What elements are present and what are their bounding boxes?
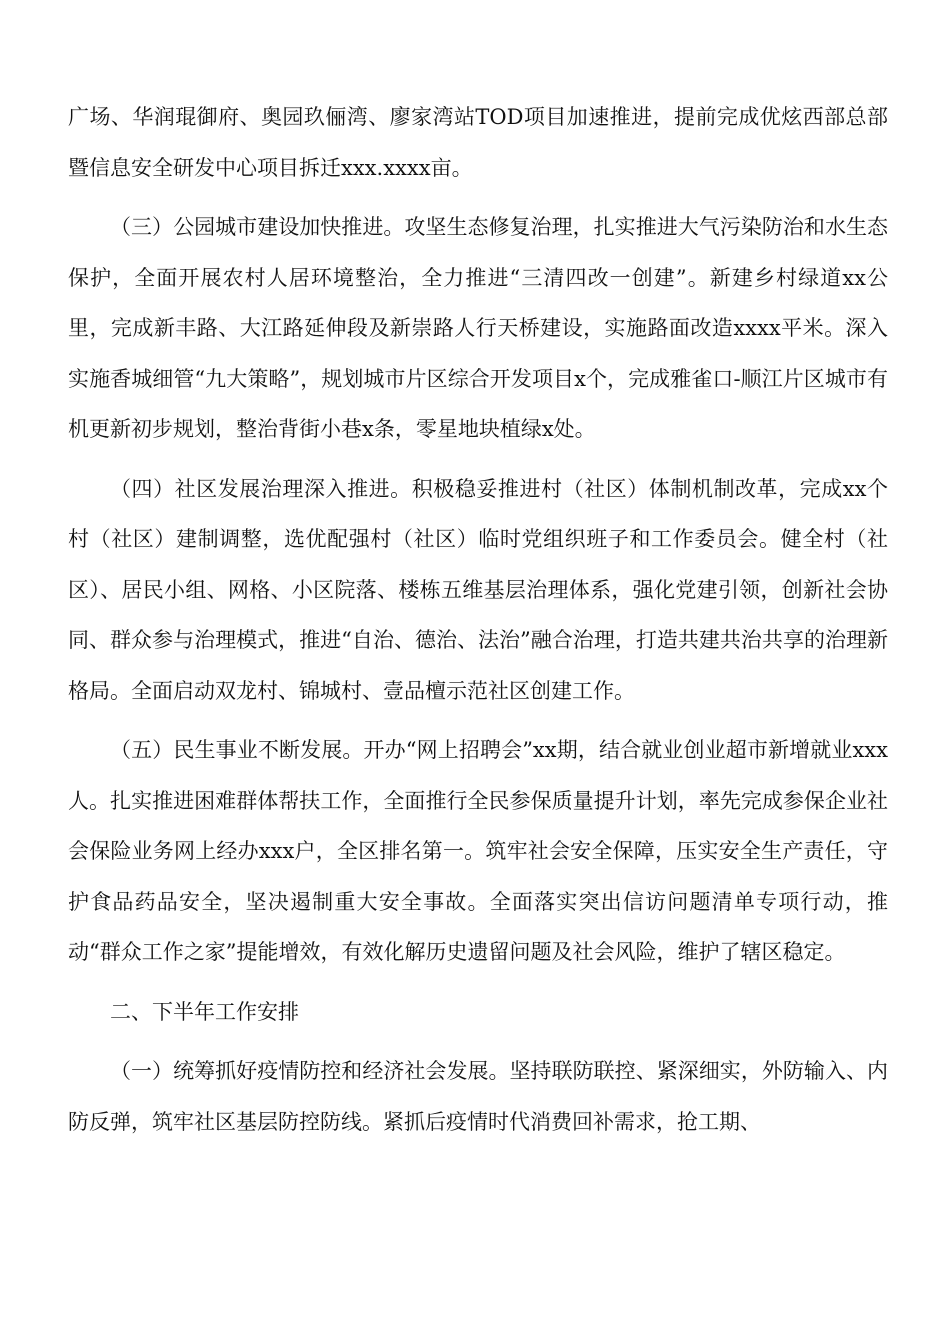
paragraph-epidemic-economy: （一）统筹抓好疫情防控和经济社会发展。坚持联防联控、紧深细实，外防输入、内防反弹，筑牢社区基层防控防线。紧抓后疫情时代消费回补需求，抢工期、: [68, 1059, 888, 1134]
section-heading-second-half-plan: 二、下半年工作安排: [110, 999, 299, 1024]
paragraph-community-governance: （四）社区发展治理深入推进。积极稳妥推进村（社区）体制机制改革，完成xx个村（社区）建制调整，选优配强村（社区）临时党组织班子和工作委员会。健全村（社区）、居民小组、网格、小区院落、楼栋五维基层治理体系，强化党建引领，创新社会协同、群众参与治理模式，推进“自治、德治、法治”融合治理，打造共建共治共享的治理新格局。全面启动双龙村、锦城村、壹品檀示范社区创建工作。: [68, 476, 888, 703]
paragraph-continuation: 广场、华润琨御府、奥园玖俪湾、廖家湾站TOD项目加速推进，提前完成优炫西部总部暨信息安全研发中心项目拆迁xxx.xxxx亩。: [68, 105, 888, 180]
paragraph-livelihood: （五）民生事业不断发展。开办“网上招聘会”xx期，结合就业创业超市新增就业xxx人。扎实推进困难群体帮扶工作，全面推行全民参保质量提升计划，率先完成参保企业社会保险业务网上经办xxx户，全区排名第一。筑牢社会安全保障，压实安全生产责任，守护食品药品安全，坚决遏制重大安全事故。全面落实突出信访问题清单专项行动，推动“群众工作之家”提能增效，有效化解历史遗留问题及社会风险，维护了辖区稳定。: [68, 738, 888, 964]
paragraph-park-city: （三）公园城市建设加快推进。攻坚生态修复治理，扎实推进大气污染防治和水生态保护，全面开展农村人居环境整治，全力推进“三清四改一创建”。新建乡村绿道xx公里，完成新丰路、大江路延伸段及新崇路人行天桥建设，实施路面改造xxxx平米。深入实施香城细管“九大策略”，规划城市片区综合开发项目x个，完成雅雀口-顺江片区城市有机更新初步规划，整治背街小巷x条，零星地块植绿x处。: [68, 215, 888, 441]
document-body: [68, 92, 888, 1147]
